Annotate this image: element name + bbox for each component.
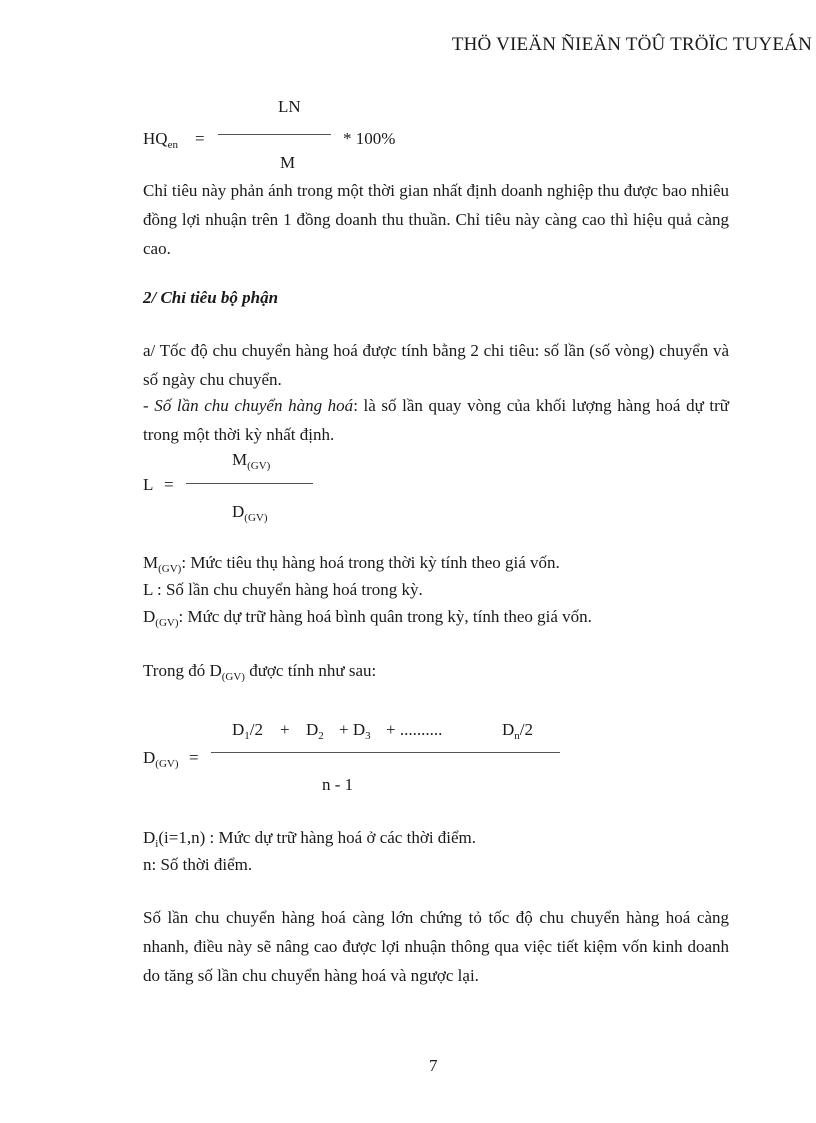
formula-d-term-2: $D_2$	[306, 720, 324, 742]
paragraph-turnover-count: - Số lần chu chuyển hàng hoá: là số lần quay vòng của khối lượng hàng hoá dự trữ trong một thời kỳ nhất định.	[143, 396, 729, 444]
formula-l-equals: =	[164, 475, 174, 494]
formula-d-equals: =	[189, 748, 199, 767]
paragraph-hq-explanation: Chỉ tiêu này phản ánh trong một thời gian nhất định doanh nghiệp thu được bao nhiêu đồng lợi nhuận trên 1 đồng doanh thu thuần. Chỉ tiêu này càng cao thì hiệu quả càng cao.	[143, 181, 729, 258]
paragraph-conclusion: Số lần chu chuyển hàng hoá càng lớn chứng tỏ tốc độ chu chuyển hàng hoá càng nhanh, điều này sẽ nâng cao được lợi nhuận thông qua việc tiết kiệm vốn kinh doanh do tăng số lần chu chuyển hàng hoá và ngược lại.	[143, 908, 729, 985]
formula-l-lhs: L	[143, 475, 154, 494]
formula-d-term-3: + $D_3$	[339, 720, 371, 742]
formula-d-plus: +	[280, 720, 290, 739]
term-turnover-count: Số lần chu chuyển hàng hoá	[154, 396, 354, 415]
intro-d-formula: Trong đó $D_{(GV)}$ được tính như sau:	[143, 661, 377, 683]
formula-hq-denominator: M	[280, 153, 296, 172]
definition-m-gv: $M_{(GV)}$: Mức tiêu thụ hàng hoá trong thời kỳ tính theo giá vốn.	[143, 553, 560, 575]
definition-n: n: Số thời điểm.	[143, 855, 253, 874]
formula-hq-multiplier: * 100%	[343, 129, 396, 148]
formula-d-lhs: $D_{(GV)}$	[143, 748, 179, 770]
definition-l: L : Số lần chu chuyển hàng hoá trong kỳ.	[143, 580, 423, 599]
formula-l-numerator: $M_{(GV)}$	[232, 450, 271, 472]
page-number: 7	[429, 1056, 438, 1075]
formula-hq-numerator: LN	[278, 97, 301, 116]
formula-hq-lhs: $HQ_{en}$	[143, 129, 178, 151]
formula-hq-fraction-bar	[218, 134, 331, 135]
page-header-title: THÖ VIEÄN ÑIEÄN TÖÛ TRÖÏC TUYEÁN	[451, 34, 812, 55]
definition-d-gv: $D_{(GV)}$: Mức dự trữ hàng hoá bình quân trong kỳ, tính theo giá vốn.	[143, 607, 592, 629]
formula-d-dots: + ..........	[386, 720, 443, 739]
definition-d-i: $D_i(i=1,n)$ : Mức dự trữ hàng hoá ở các thời điểm.	[143, 828, 477, 850]
formula-hq-equals: =	[195, 129, 205, 148]
formula-d-denominator: n - 1	[322, 775, 354, 794]
section-heading: 2/ Chỉ tiêu bộ phận	[143, 288, 279, 307]
formula-l-denominator: $D_{(GV)}$	[232, 502, 268, 524]
formula-d-term-n: $D_n/2$	[502, 720, 534, 742]
paragraph-turnover-speed: a/ Tốc độ chu chuyển hàng hoá được tính bằng 2 chi tiêu: số lần (số vòng) chuyển và số ngày chu chuyển.	[143, 341, 729, 389]
formula-d-fraction-bar	[211, 752, 560, 753]
formula-d-term-1: $D_1/2$	[232, 720, 264, 742]
formula-l-fraction-bar	[186, 483, 313, 484]
